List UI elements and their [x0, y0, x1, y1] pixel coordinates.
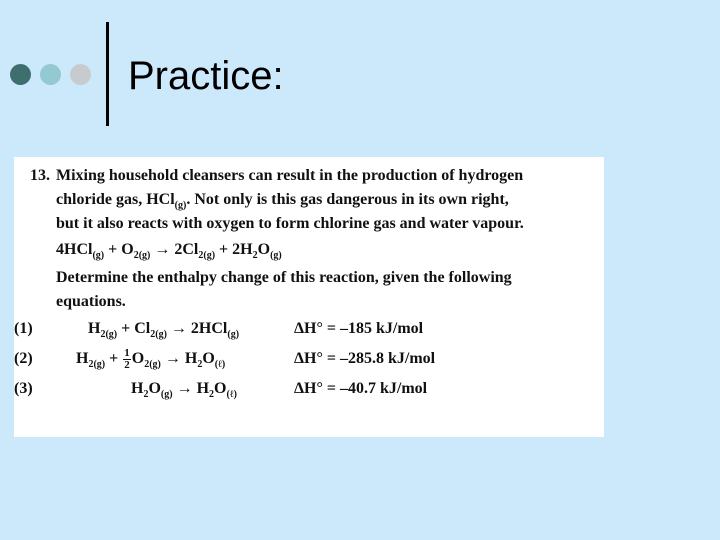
reaction-number: (2) — [14, 350, 33, 367]
question-number: 13. — [30, 167, 50, 184]
reaction-3 — [12, 374, 594, 404]
question-text — [56, 164, 594, 236]
main-equation: $4HCl_{(g)} + O_{2(g)} \to 2Cl_{2(g)} + 2H_2O_{(g)}$ — [56, 241, 282, 262]
question-line-3: but it also reacts with oxygen to form chlorine gas and water vapour. — [56, 215, 524, 232]
reaction-number: (3) — [14, 380, 33, 397]
bullet-dot-dark — [10, 64, 31, 85]
slide-title: Practice: — [128, 54, 284, 98]
question-card — [14, 157, 604, 437]
question-line-2: chloride gas, HCl$_{(g)}$. Not only is this gas dangerous in its own right, — [56, 191, 509, 212]
one-half-fraction: $\frac{1}{2}$ — [124, 346, 130, 371]
bullet-dot-teal — [40, 64, 61, 85]
reaction-equation: $H_{2(g)}$ + $\frac{1}{2}$ $O_{2(g)} \to H_2O_{(\ell)}$ — [76, 346, 226, 371]
question-line-1: Mixing household cleansers can result in the production of hydrogen — [56, 167, 524, 184]
determine-line-2: equations. — [56, 293, 126, 310]
bullet-dot-grey — [70, 64, 91, 85]
determine-line-1: Determine the enthalpy change of this reaction, given the following — [56, 269, 512, 286]
reaction-equation: $H_2O_{(g)} \to H_2O_{(\ell)}$ — [131, 380, 237, 401]
reaction-enthalpy: ΔH° = –185 kJ/mol — [294, 320, 424, 337]
reaction-equation: $H_{2(g)} + Cl_{2(g)} \to 2HCl_{(g)}$ — [88, 320, 240, 341]
reaction-2 — [12, 344, 594, 374]
reaction-enthalpy: ΔH° = –285.8 kJ/mol — [294, 350, 436, 367]
reaction-1 — [12, 314, 594, 344]
determine-text — [56, 266, 594, 314]
title-divider-line — [106, 22, 109, 126]
reaction-number: (1) — [14, 320, 33, 337]
reaction-enthalpy: ΔH° = –40.7 kJ/mol — [294, 380, 428, 397]
